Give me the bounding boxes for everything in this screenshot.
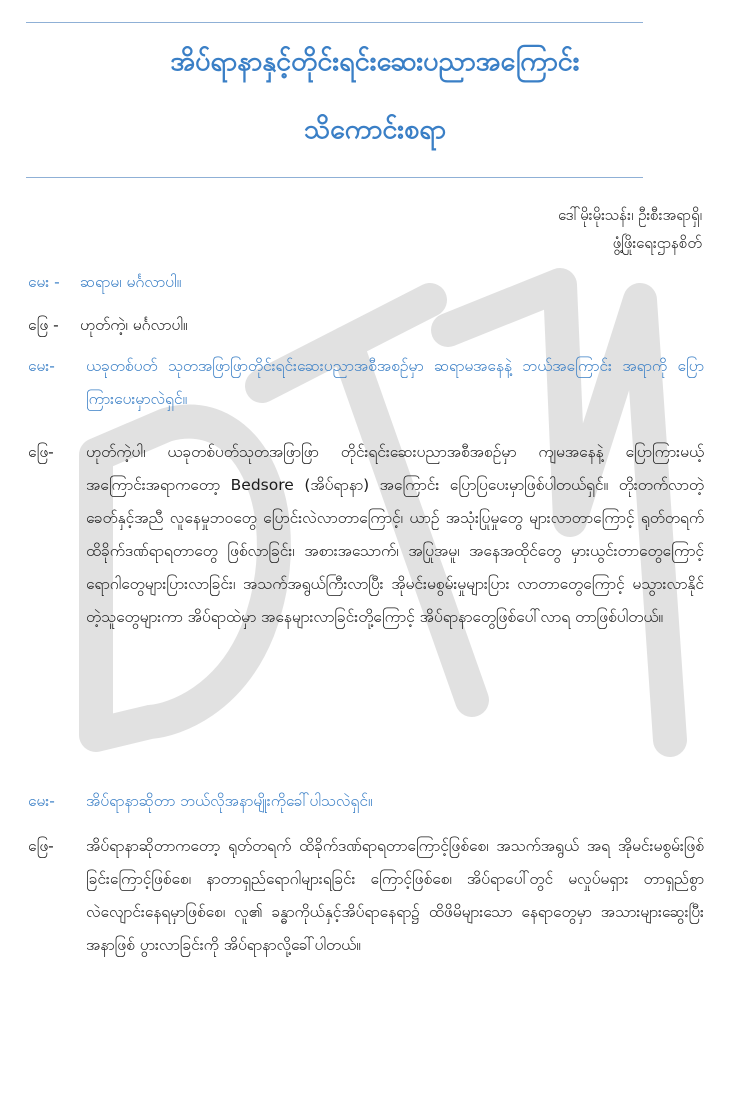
answer-3 <box>28 830 704 962</box>
speaker-label: မေး - <box>28 273 60 291</box>
question-text: အိပ်ရာနာဆိုတာ ဘယ်လိုအနာမျိုးကိုခေါ်ပါသလဲရှင်။ <box>86 792 373 810</box>
speaker-label: ဖြေ - <box>28 316 59 334</box>
answer-text: ဟုတ်ကဲ့ပါ၊ ယခုတစ်ပတ်သုတအဖြာဖြာ တိုင်းရင်းဆေးပညာအစီအစဉ်မှာ ကျမအနေနဲ့ ပြောကြားမယ့် အကြောင်းအရာကတော့ Bedsore (အိပ်ရာနာ) အကြောင်း ပြောပြပေးမှာဖြစ်ပါတယ်ရှင်။ တိုးတက်လာတဲ့ ခေတ်နှင့်အညီ လူနေမှုဘဝတွေ ပြောင်းလဲလာတာကြောင့်၊ ယာဉ် အသုံးပြုမှုတွေ များလာတာကြောင့် ရုတ်တရက် ထိခိုက်ဒဏ်ရာရတာတွေ ဖြစ်လာခြင်း၊ အစားအသောက်၊ အပြုအမူ၊ အနေအထိုင်တွေ မှားယွင်းတာတွေကြောင့် ရောဂါတွေများပြားလာခြင်း၊ အသက်အရွယ်ကြီးလာပြီး အိုမင်းမစွမ်းမှုများပြား လာတာတွေကြောင့် မသွားလာနိုင်တဲ့သူတွေများကာ အိပ်ရာထဲမှာ အနေများလာခြင်းတို့ကြောင့် အိပ်ရာနာတွေဖြစ်ပေါ်လာရ တာဖြစ်ပါတယ်။ <box>86 443 704 626</box>
answer-text: ဟုတ်ကဲ့၊ မင်္ဂလာပါ။ <box>80 316 188 334</box>
speaker-label: ဖြေ- <box>28 837 54 855</box>
department-line: ဖွံ့ဖြိုးရေးဌာနစိတ် <box>612 234 702 252</box>
document-title-line-2: သိကောင်းစရာ <box>304 114 446 145</box>
document-title-line-1: အိပ်ရာနာနှင့်တိုင်းရင်းဆေးပညာအကြောင်း <box>170 46 580 77</box>
question-text: ယခုတစ်ပတ် သုတအဖြာဖြာတိုင်းရင်းဆေးပညာအစီအစဉ်မှာ ဆရာမအနေနဲ့ ဘယ်အကြောင်း အရာကို ပြောကြားပေးမှာလဲရှင်။ <box>86 357 704 408</box>
answer-1 <box>28 309 704 342</box>
header-rule-top <box>26 22 643 23</box>
answer-text: အိပ်ရာနာဆိုတာကတော့ ရုတ်တရက် ထိခိုက်ဒဏ်ရာရတာကြောင့်ဖြစ်စေ၊ အသက်အရွယ် အရ အိုမင်းမစွမ်းဖြစ်ခြင်းကြောင့်ဖြစ်စေ၊ နာတာရှည်ရောဂါများရခြင်း ကြောင့်ဖြစ်စေ၊ အိပ်ရာပေါ်တွင် မလှုပ်မရှား တာရှည်စွာ လဲလျောင်းနေရမှာဖြစ်စေ၊ လူ၏ ခန္ဓာကိုယ်နှင့်အိပ်ရာနေရာ၌ ထိဖိမိများသော နေရာတွေမှာ အသားများဆွေးပြီး အနာဖြစ် ပွားလာခြင်းကို အိပ်ရာနာလို့ခေါ်ပါတယ်။ <box>86 837 704 954</box>
question-text: ဆရာမ၊ မင်္ဂလာပါ။ <box>80 273 182 291</box>
header-rule-bottom <box>26 177 643 178</box>
answer-2 <box>28 436 704 634</box>
speaker-label: ဖြေ- <box>28 443 54 461</box>
question-1 <box>28 266 704 299</box>
speaker-label: မေး- <box>28 792 55 810</box>
question-2 <box>28 350 704 416</box>
author-line: ဒေါ်မိုးမိုးသန်း၊ ဦးစီးအရာရှိ၊ <box>557 206 702 224</box>
question-3 <box>28 785 704 818</box>
speaker-label: မေး- <box>28 357 55 375</box>
